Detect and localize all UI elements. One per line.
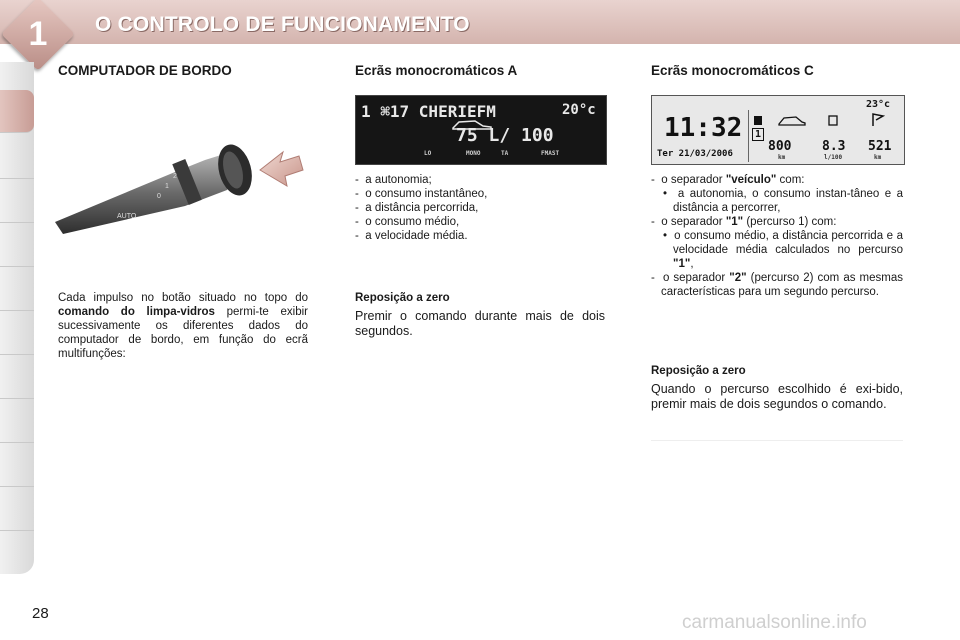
- reset-text-a: Premir o comando durante mais de dois segundos.: [355, 309, 605, 338]
- list-item: - o consumo médio,: [355, 216, 460, 228]
- screen-c-date: Ter 21/03/2006: [657, 149, 733, 159]
- screen-c-temperature: 23°c: [866, 99, 891, 110]
- page-title: O CONTROLO DE FUNCIONAMENTO: [95, 13, 470, 36]
- watermark: carmanualsonline.info: [682, 612, 867, 633]
- section-heading-ecras-a: Ecrãs monocromáticos A: [355, 63, 518, 78]
- chapter-tab[interactable]: [0, 136, 34, 179]
- header-divider: [0, 44, 960, 47]
- reset-heading-a: Reposição a zero: [355, 292, 450, 304]
- chapter-number: 1: [28, 15, 48, 53]
- list-item: - o separador "1" (percurso 1) com: • o consumo médio, a distância percorrida e a velocidade média calculados no percurso "1",: [651, 216, 903, 270]
- screen-a-consumption: 75 L/ 100: [456, 125, 554, 146]
- chapter-tab[interactable]: [0, 268, 34, 311]
- computer-description: Cada impulso no botão situado no topo do comando do limpa-vidros permi-te exibir sucessivamente os diferentes dados do computador de bordo, em função do ecrã multifunções:: [58, 292, 308, 360]
- screen-c-value-distance: 521: [868, 139, 892, 154]
- screen-a-label-ta: TA: [501, 150, 509, 157]
- screen-a-radio-line: 1 ⌘17 CHERIEFM: [361, 102, 496, 121]
- screen-c-tab-1: 1: [752, 128, 764, 141]
- screen-c-unit: l/100: [824, 154, 843, 161]
- monochrome-screen-a: [355, 95, 607, 165]
- screen-c-unit: km: [874, 154, 882, 161]
- chapter-tab[interactable]: [0, 356, 34, 399]
- reset-text-c: Quando o percurso escolhido é exi-bido, premir mais de dois segundos o comando.: [651, 382, 903, 411]
- chapter-tab-rail: [0, 62, 34, 574]
- screen-a-label-mono: MONO: [466, 150, 481, 157]
- lever-label-2: 2: [173, 173, 177, 180]
- reset-heading-c: Reposição a zero: [651, 365, 746, 377]
- wiper-lever-illustration: [55, 130, 305, 240]
- chapter-tab[interactable]: [0, 312, 34, 355]
- lever-label-auto: AUTO: [117, 213, 137, 220]
- chapter-tab[interactable]: [0, 444, 34, 487]
- list-item: - a autonomia;: [355, 174, 432, 186]
- screen-c-data-list: [651, 173, 903, 299]
- fuel-icon: [752, 114, 764, 126]
- screen-a-label-fmast: FMAST: [541, 150, 560, 157]
- chapter-tab[interactable]: [0, 180, 34, 223]
- list-item: - o separador "veículo" com: • a autonomia, o consumo instan-tâneo e a distância a percorrer,: [651, 174, 903, 214]
- list-item: - o separador "2" (percurso 2) com as mesmas características para um segundo percurso.: [651, 272, 903, 298]
- screen-c-value-consumption: 8.3: [822, 139, 846, 154]
- list-item: - a velocidade média.: [355, 230, 468, 242]
- divider: [651, 440, 903, 441]
- screen-a-label-lo: LO: [424, 150, 432, 157]
- monochrome-screen-c: [651, 95, 905, 165]
- section-heading-computador: COMPUTADOR DE BORDO: [58, 63, 232, 78]
- screen-c-unit: km: [778, 154, 786, 161]
- screen-c-value-range: 800: [768, 139, 792, 154]
- list-sub-item: • a autonomia, o consumo instan-tâneo e a distância a percorrer,: [663, 188, 903, 214]
- list-item: - a distância percorrida,: [355, 202, 479, 214]
- fuel-pump-icon: [827, 114, 839, 126]
- car-icon: [777, 114, 807, 126]
- screen-c-clock: 11:32: [664, 113, 743, 143]
- flag-icon: [871, 113, 885, 127]
- screen-a-temperature: 20°c: [562, 102, 596, 118]
- chapter-tab[interactable]: [0, 224, 34, 267]
- chapter-tab[interactable]: [0, 488, 34, 531]
- page-number: 28: [32, 605, 49, 622]
- lever-label-0: 0: [157, 193, 161, 200]
- car-icon: [451, 118, 511, 130]
- list-sub-item: • o consumo médio, a distância percorrida e a velocidade média calculados no percurso "1",: [663, 230, 903, 270]
- list-item: - o consumo instantâneo,: [355, 188, 488, 200]
- lever-label-1: 1: [165, 183, 169, 190]
- section-heading-ecras-c: Ecrãs monocromáticos C: [651, 63, 814, 78]
- screen-a-data-list: [355, 173, 605, 243]
- chapter-tab-active[interactable]: [0, 90, 34, 133]
- chapter-tab[interactable]: [0, 400, 34, 443]
